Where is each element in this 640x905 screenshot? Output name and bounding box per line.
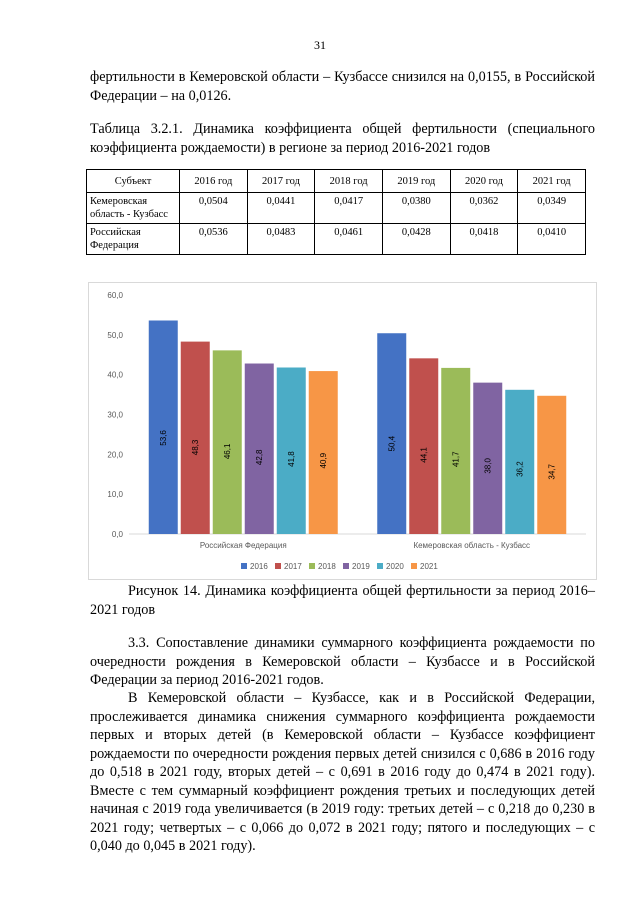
table-header-cell: 2017 год	[247, 170, 315, 193]
table-cell-subject: Кемеровская область - Кузбасс	[87, 193, 180, 224]
table-cell: 0,0410	[518, 224, 586, 255]
legend-swatch-2017	[275, 563, 281, 569]
y-tick-label: 20,0	[107, 450, 123, 460]
table-header-cell: 2020 год	[450, 170, 518, 193]
bar-2016	[149, 320, 178, 534]
data-label: 44,1	[419, 447, 429, 463]
table-header-cell: Субъект	[87, 170, 180, 193]
figure-caption: Рисунок 14. Динамика коэффициента общей фертильности за период 2016–2021 годов	[90, 583, 595, 618]
legend-swatch-2016	[241, 563, 247, 569]
table-cell: 0,0362	[450, 193, 518, 224]
table-row	[87, 193, 586, 224]
data-label: 53,6	[159, 430, 169, 446]
data-label: 42,8	[255, 449, 265, 466]
fertility-chart	[88, 282, 597, 580]
bar-2016	[377, 333, 406, 534]
x-category-label: Российская Федерация	[199, 541, 287, 550]
table-header-cell: 2016 год	[180, 170, 248, 193]
y-tick-label: 50,0	[107, 330, 123, 340]
data-label: 34,7	[547, 464, 557, 480]
data-label: 46,1	[223, 443, 233, 460]
bar-2020	[277, 367, 306, 534]
data-label: 41,7	[451, 451, 461, 468]
legend-swatch-2018	[309, 563, 315, 569]
bar-2017	[181, 342, 210, 534]
legend-label: 2017	[284, 562, 302, 571]
table-cell: 0,0418	[450, 224, 518, 255]
legend-swatch-2019	[343, 563, 349, 569]
table-cell-subject: Российская Федерация	[87, 224, 180, 255]
bar-2017	[409, 358, 438, 534]
table-cell: 0,0483	[247, 224, 315, 255]
data-label: 50,4	[387, 435, 397, 452]
table-caption: Таблица 3.2.1. Динамика коэффициента общей фертильности (специального коэффициента рождаемости) в регионе за период 2016-2021 годов	[90, 121, 595, 156]
y-tick-label: 10,0	[107, 490, 123, 500]
table-cell: 0,0349	[518, 193, 586, 224]
section-heading: 3.3. Сопоставление динамики суммарного коэффициента рождаемости по очередности рождения в Кемеровской области – Кузбассе и в Российской Федерации за период 2016-2021 годов.	[90, 635, 595, 688]
table-header-cell: 2019 год	[382, 170, 450, 193]
x-category-label: Кемеровская область - Кузбасс	[413, 541, 531, 550]
page-number: 31	[314, 38, 326, 52]
body-paragraph: В Кемеровской области – Кузбассе, как и в Российской Федерации, прослеживается динамика снижения суммарного коэффициента рождаемости первых и вторых детей (в Кемеровской области – Кузбассе коэффициент рождаемости по очередности рождения первых детей снизился с 0,686 в 2016 году до 0,518 в 2021 году, вторых детей – с 0,691 в 2016 году до 0,474 в 2021 году). Вместе с тем суммарный коэффициент рождения третьих и последующих детей начиная с 2019 года увеличивается (в 2019 году: третьих детей – с 0,218 до 0,230 в 2021 году; четвертых – с 0,066 до 0,072 в 2021 году; пятого и последующих – с 0,040 до 0,045 в 2021 году).	[90, 690, 595, 854]
data-label: 36,2	[515, 461, 525, 477]
data-label: 48,3	[191, 439, 201, 456]
y-tick-label: 30,0	[107, 410, 123, 420]
data-label: 38,0	[483, 458, 493, 474]
bar-2018	[213, 350, 242, 534]
table-cell: 0,0441	[247, 193, 315, 224]
legend-label: 2019	[352, 562, 370, 571]
legend-swatch-2021	[411, 563, 417, 569]
bar-2018	[441, 368, 470, 534]
legend-swatch-2020	[377, 563, 383, 569]
table-cell: 0,0380	[382, 193, 450, 224]
y-tick-label: 40,0	[107, 370, 123, 380]
table-header-cell: 2018 год	[315, 170, 383, 193]
data-label: 41,8	[287, 451, 297, 467]
y-tick-label: 60,0	[107, 291, 123, 300]
table-cell: 0,0417	[315, 193, 383, 224]
fertility-table	[86, 169, 586, 255]
legend-label: 2016	[250, 562, 268, 571]
intro-paragraph: фертильности в Кемеровской области – Кузбассе снизился на 0,0155, в Российской Федерации – на 0,0126.	[90, 69, 595, 104]
legend-label: 2021	[420, 562, 438, 571]
table-header-cell: 2021 год	[518, 170, 586, 193]
legend-label: 2020	[386, 562, 404, 571]
table-cell: 0,0428	[382, 224, 450, 255]
table-cell: 0,0536	[180, 224, 248, 255]
table-header-row	[87, 170, 586, 193]
data-label: 40,9	[319, 452, 329, 469]
chart-svg	[89, 283, 596, 579]
table-cell: 0,0504	[180, 193, 248, 224]
bar-2019	[245, 364, 274, 534]
bar-2021	[309, 371, 338, 534]
legend-label: 2018	[318, 562, 336, 571]
table-cell: 0,0461	[315, 224, 383, 255]
table-row	[87, 224, 586, 255]
y-tick-label: 0,0	[111, 530, 123, 539]
